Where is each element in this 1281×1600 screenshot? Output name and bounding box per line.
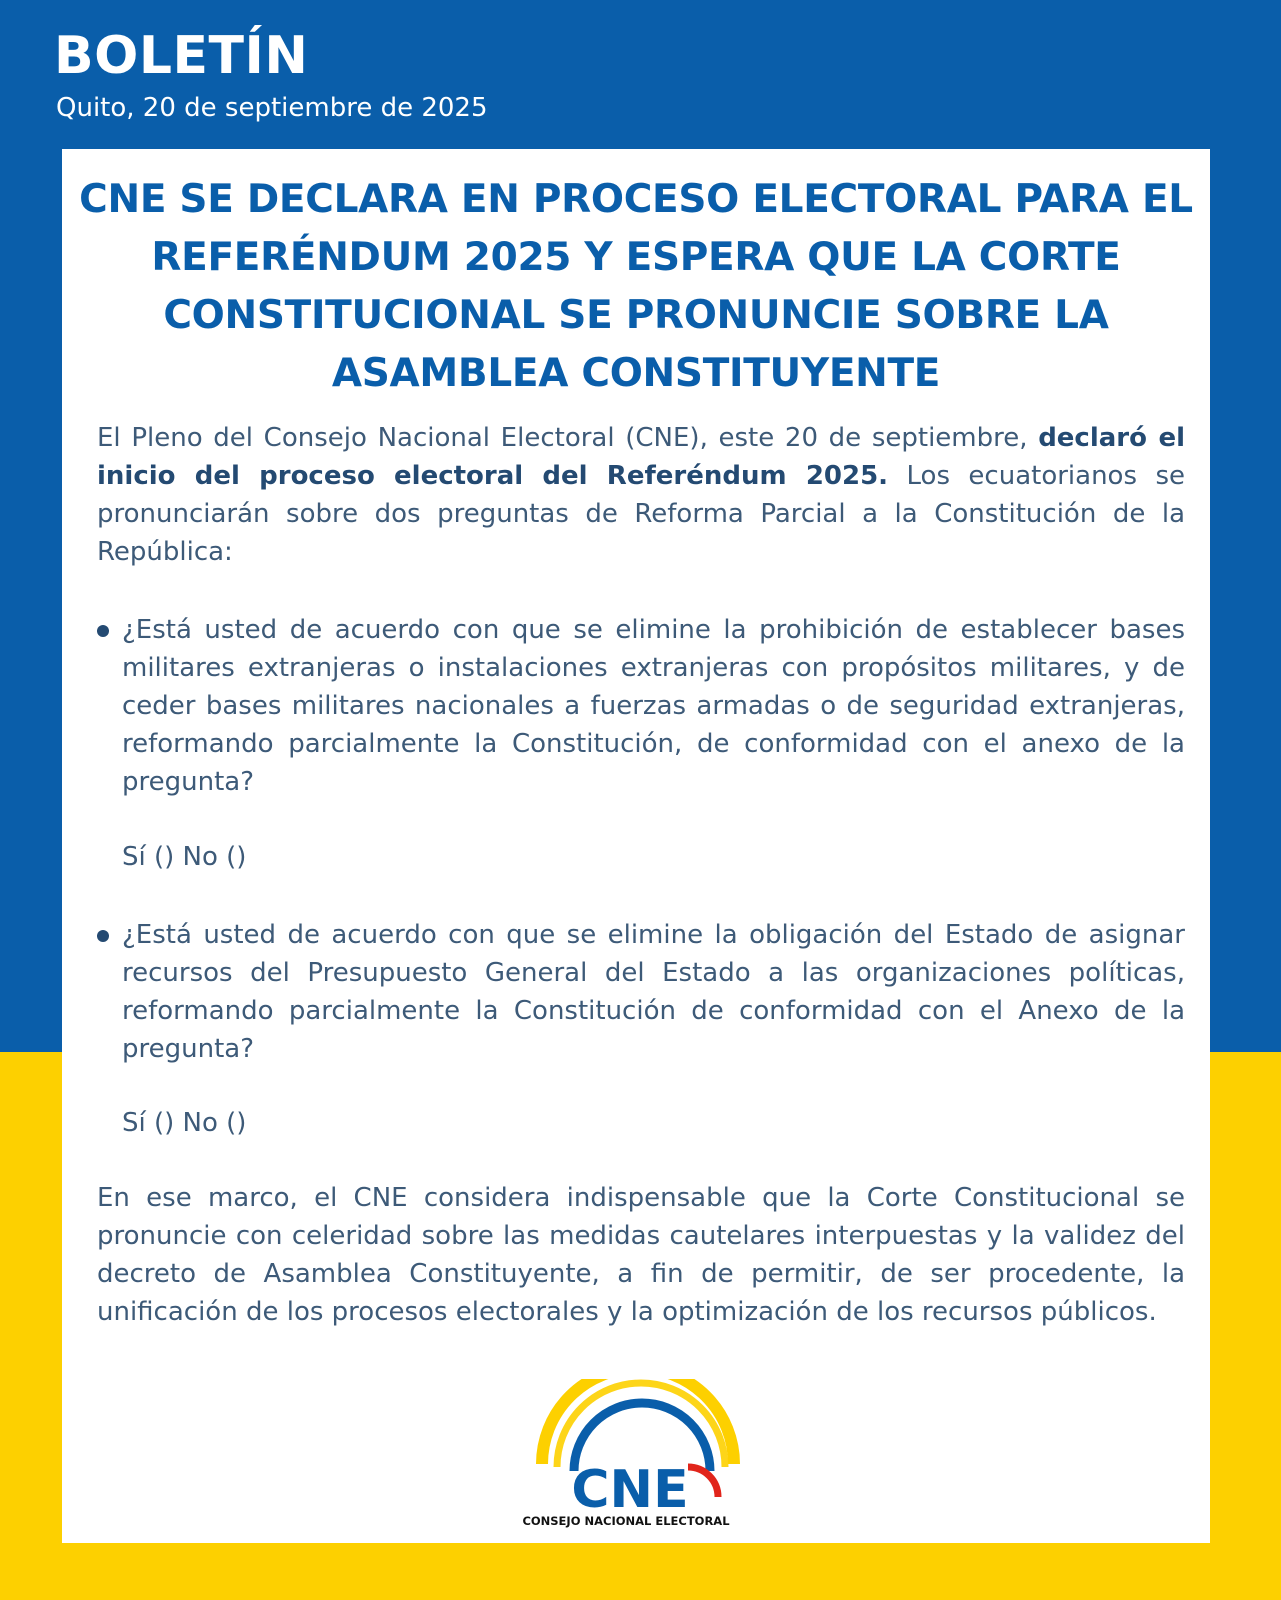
intro-paragraph	[97, 419, 1185, 571]
intro-text: El Pleno del Consejo Nacional Electoral (CNE), este 20 de septiembre,	[97, 423, 1039, 453]
intro-text-end: Los ecuatorianos se pronunciarán sobre dos preguntas de Reforma Parcial a la Constitución de la República:	[97, 461, 1185, 567]
logo-acronym: CNE	[571, 1460, 689, 1520]
intro-bold-text: declaró el inicio del proceso electoral del Referéndum 2025.	[97, 423, 1185, 491]
bulletin-card	[62, 149, 1210, 1543]
logo-arc-red	[688, 1467, 718, 1497]
headline	[62, 171, 1210, 403]
question-item	[97, 611, 1185, 801]
logo-name: CONSEJO NACIONAL ELECTORAL	[522, 1514, 730, 1528]
bullet-icon	[97, 625, 109, 637]
bulletin-date: Quito, 20 de septiembre de 2025	[56, 93, 488, 123]
closing-paragraph: En ese marco, el CNE considera indispensable que la Corte Constitucional se pronuncie con celeridad sobre las medidas cautelares interpuestas y la validez del decreto de Asamblea Constituyente, a fin de permitir, de ser procedente, la unificación de los procesos electorales y la optimización de los recursos públicos.	[97, 1183, 1185, 1327]
bulletin-title: BOLETÍN	[54, 26, 309, 86]
headline-line: ASAMBLEA CONSTITUYENTE	[331, 351, 941, 396]
headline-line: CONSTITUCIONAL SE PRONUNCIE SOBRE LA	[163, 293, 1109, 338]
answer-options: Sí () No ()	[122, 842, 247, 872]
headline-line: REFERÉNDUM 2025 Y ESPERA QUE LA CORTE	[151, 235, 1121, 280]
cne-logo	[512, 1379, 752, 1529]
question-text: ¿Está usted de acuerdo con que se elimine la prohibición de establecer bases militares extranjeras o instalaciones extranjeras con propósitos militares, y de ceder bases militares nacionales a fuerzas armadas o de seguridad extranjeras, reformando parcialmente la Constitución, de conformidad con el anexo de la pregunta?	[122, 615, 1185, 797]
answer-options: Sí () No ()	[122, 1108, 247, 1138]
headline-line: CNE SE DECLARA EN PROCESO ELECTORAL PARA EL	[79, 177, 1193, 222]
question-item	[97, 916, 1185, 1068]
question-text: ¿Está usted de acuerdo con que se elimine la obligación del Estado de asignar recursos del Presupuesto General del Estado a las organizaciones políticas, reformando parcialmente la Constitución de conformidad con el Anexo de la pregunta?	[122, 920, 1185, 1064]
bullet-icon	[97, 930, 109, 942]
